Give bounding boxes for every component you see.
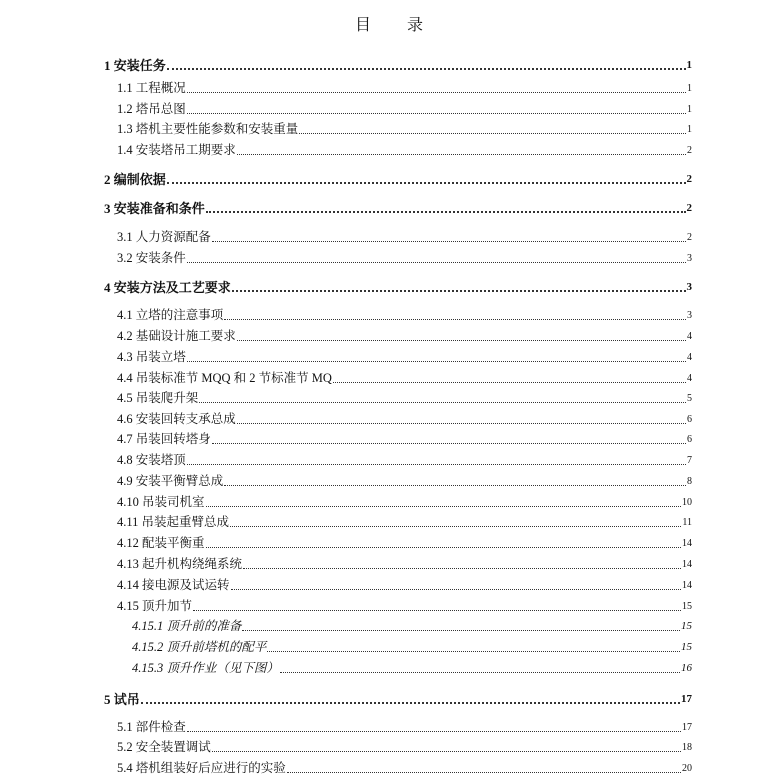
toc-dot-leader: [187, 113, 686, 114]
toc-dot-leader: [280, 672, 680, 673]
toc-entry[interactable]: [117, 759, 692, 776]
toc-dot-leader: [187, 92, 686, 93]
toc-dot-leader: [187, 731, 681, 732]
toc-entry[interactable]: [104, 278, 692, 295]
toc-dot-leader: [187, 262, 686, 263]
toc-entry-page-number: 2: [686, 202, 692, 214]
toc-entry-page-number: 1: [687, 124, 692, 135]
toc-entry-page-number: 1: [686, 59, 692, 71]
toc-entry-page-number: 3: [687, 310, 692, 321]
toc-entry-label: 1.2 塔吊总图: [117, 102, 186, 116]
toc-dot-leader: [187, 464, 686, 465]
toc-entry-label: 3 安装准备和条件: [104, 201, 205, 216]
toc-entry[interactable]: [104, 690, 692, 707]
toc-dot-leader: [199, 402, 686, 403]
toc-entry-page-number: 4: [687, 331, 692, 342]
toc-dot-leader: [224, 485, 686, 486]
toc-entry-label: 5.2 安全装置调试: [117, 740, 211, 754]
toc-entry[interactable]: [117, 493, 692, 510]
toc-entry[interactable]: [117, 120, 692, 137]
toc-entry-label: 4.6 安装回转支承总成: [117, 412, 236, 426]
toc-dot-leader: [243, 568, 681, 569]
toc-dot-leader: [232, 290, 686, 292]
toc-entry-label: 4.8 安装塔顶: [117, 453, 186, 467]
toc-dot-leader: [287, 772, 681, 773]
toc-entry-page-number: 16: [681, 662, 692, 674]
toc-entry-page-number: 4: [687, 352, 692, 363]
toc-entry-page-number: 2: [686, 173, 692, 185]
toc-entry-label: 4 安装方法及工艺要求: [104, 280, 231, 295]
toc-entry[interactable]: [117, 410, 692, 427]
toc-entry[interactable]: [117, 228, 692, 245]
toc-title: 目 录: [354, 17, 439, 34]
toc-entry-label: 4.4 吊装标准节 MQQ 和 2 节标准节 MQ: [117, 371, 332, 385]
toc-entry-page-number: 2: [687, 232, 692, 243]
toc-entry[interactable]: [117, 327, 692, 344]
toc-entry-page-number: 14: [682, 538, 692, 549]
toc-dot-leader: [267, 651, 680, 652]
toc-entry[interactable]: [104, 56, 692, 73]
toc-entry-label: 3.2 安装条件: [117, 251, 186, 265]
toc-entry-page-number: 15: [681, 641, 692, 653]
toc-entry-label: 4.7 吊装回转塔身: [117, 432, 211, 446]
toc-entry-label: 4.3 吊装立塔: [117, 350, 186, 364]
toc-entry-label: 4.2 基础设计施工要求: [117, 329, 236, 343]
toc-entry-label: 4.15.1 顶升前的准备: [132, 619, 242, 633]
toc-dot-leader: [212, 751, 681, 752]
toc-entry[interactable]: [117, 555, 692, 572]
toc-entry[interactable]: [104, 199, 692, 216]
toc-entry-page-number: 6: [687, 414, 692, 425]
toc-entry[interactable]: [117, 141, 692, 158]
toc-entry[interactable]: [117, 389, 692, 406]
toc-entry[interactable]: [117, 738, 692, 755]
toc-entry-label: 4.14 接电源及试运转: [117, 578, 230, 592]
toc-entry-page-number: 1: [687, 83, 692, 94]
toc-entry[interactable]: [117, 513, 692, 530]
toc-entry-label: 1.4 安装塔吊工期要求: [117, 143, 236, 157]
toc-dot-leader: [206, 506, 681, 507]
toc-entry[interactable]: [117, 249, 692, 266]
toc-entry[interactable]: [117, 451, 692, 468]
toc-entry-label: 5 试吊: [104, 692, 140, 707]
toc-entry-page-number: 5: [687, 393, 692, 404]
toc-dot-leader: [167, 68, 686, 70]
toc-entry-label: 4.12 配装平衡重: [117, 536, 205, 550]
toc-entry-label: 4.10 吊装司机室: [117, 495, 205, 509]
toc-entry[interactable]: [117, 306, 692, 323]
toc-entry-label: 4.1 立塔的注意事项: [117, 308, 224, 322]
toc-entry-page-number: 4: [687, 373, 692, 384]
toc-dot-leader: [187, 361, 686, 362]
toc-dot-leader: [333, 382, 686, 383]
toc-dot-leader: [224, 319, 686, 320]
toc-entry-label: 4.13 起升机构绕绳系统: [117, 557, 243, 571]
toc-dot-leader: [231, 589, 681, 590]
toc-entry-label: 3.1 人力资源配备: [117, 230, 211, 244]
toc-entry-page-number: 8: [687, 476, 692, 487]
toc-entry-label: 1.1 工程概况: [117, 81, 186, 95]
toc-dot-leader: [212, 241, 686, 242]
toc-entry[interactable]: [132, 659, 692, 676]
toc-dot-leader: [206, 211, 686, 213]
toc-entry-label: 4.15.3 顶升作业（见下图）: [132, 661, 279, 675]
toc-entry[interactable]: [117, 472, 692, 489]
toc-entry-label: 5.4 塔机组装好后应进行的实验: [117, 761, 286, 775]
toc-entry-label: 4.9 安装平衡臂总成: [117, 474, 224, 488]
toc-entry[interactable]: [132, 638, 692, 655]
toc-entry-page-number: 15: [682, 601, 692, 612]
toc-entry-page-number: 17: [682, 722, 692, 733]
toc-entry-page-number: 15: [681, 620, 692, 632]
toc-entry-label: 1 安装任务: [104, 58, 166, 73]
toc-dot-leader: [237, 340, 686, 341]
toc-entry[interactable]: [117, 430, 692, 447]
toc-entry-page-number: 3: [687, 253, 692, 264]
toc-dot-leader: [237, 423, 686, 424]
toc-entry[interactable]: [117, 534, 692, 551]
toc-entry[interactable]: [117, 348, 692, 365]
toc-entry-label: 1.3 塔机主要性能参数和安装重量: [117, 122, 299, 136]
toc-entry-label: 5.1 部件检查: [117, 720, 186, 734]
toc-entry-label: 4.15.2 顶升前塔机的配平: [132, 640, 267, 654]
toc-entry-page-number: 20: [682, 763, 692, 774]
toc-entry[interactable]: [132, 617, 692, 634]
toc-entry-page-number: 7: [687, 455, 692, 466]
toc-dot-leader: [167, 182, 686, 184]
toc-dot-leader: [242, 630, 680, 631]
toc-entry-page-number: 10: [682, 497, 692, 508]
toc-entry[interactable]: [117, 369, 692, 386]
toc-entry-page-number: 14: [682, 580, 692, 591]
toc-entry[interactable]: [117, 79, 692, 96]
toc-dot-leader: [230, 526, 681, 527]
toc-entry[interactable]: [104, 170, 692, 187]
toc-dot-leader: [299, 133, 686, 134]
toc-entry-page-number: 2: [687, 145, 692, 156]
toc-entry-page-number: 1: [687, 104, 692, 115]
toc-entry-label: 4.11 吊装起重臂总成: [117, 515, 230, 529]
toc-dot-leader: [237, 154, 686, 155]
toc-entry-page-number: 11: [682, 517, 692, 528]
toc-dot-leader: [193, 610, 681, 611]
toc-dot-leader: [141, 702, 680, 704]
toc-entry[interactable]: [117, 100, 692, 117]
toc-entry-page-number: 17: [681, 693, 692, 705]
toc-dot-leader: [206, 547, 681, 548]
toc-entry-page-number: 3: [686, 281, 692, 293]
toc-entry[interactable]: [117, 597, 692, 614]
toc-entry[interactable]: [117, 718, 692, 735]
toc-entry-page-number: 6: [687, 434, 692, 445]
toc-entry-label: 4.5 吊装爬升架: [117, 391, 199, 405]
toc-entry-label: 4.15 顶升加节: [117, 599, 193, 613]
toc-entry-page-number: 18: [682, 742, 692, 753]
toc-entry-page-number: 14: [682, 559, 692, 570]
toc-dot-leader: [212, 443, 686, 444]
toc-entry-label: 2 编制依据: [104, 172, 166, 187]
toc-entry[interactable]: [117, 576, 692, 593]
